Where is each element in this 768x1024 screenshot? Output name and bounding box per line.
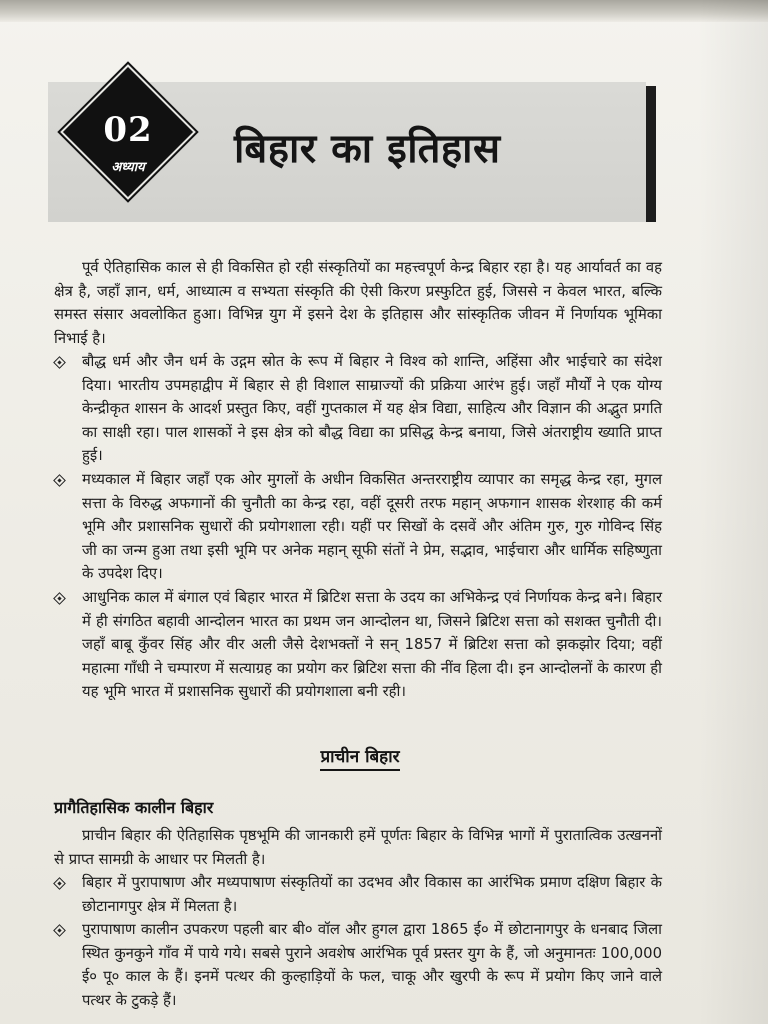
list-item [54,918,662,1012]
diamond-bullet-icon [54,357,64,367]
chapter-header-edge-bar [646,86,656,222]
page-edge-shadow [698,0,768,1024]
chapter-number: 02 [103,110,153,150]
bullet-text: बौद्ध धर्म और जैन धर्म के उद्गम स्रोत के रूप में बिहार ने विश्व को शान्ति, अहिंसा और भाईचारे का संदेश दिया। भारतीय उपमहाद्वीप में बिहार से ही विशाल साम्राज्यों की प्रक्रिया आरंभ हुई। जहाँ मौर्यों ने एक योग्य केन्द्रीकृत शासन के आदर्श प्रस्तुत किए, वहीं गुप्तकाल में यह क्षेत्र विद्या, साहित्य और विज्ञान की अद्भुत प्रगति का साक्षी रहा। पाल शासकों ने इस क्षेत्र को बौद्ध विद्या का प्रसिद्ध केन्द्र बनाया, जिसे अंतराष्ट्रीय ख्याति प्राप्त हुई। [82,353,662,464]
intro-paragraph: पूर्व ऐतिहासिक काल से ही विकसित हो रही संस्कृतियों का महत्त्वपूर्ण केन्द्र बिहार रहा है। यह आर्यावर्त का वह क्षेत्र है, जहाँ ज्ञान, धर्म, आध्यात्म व सभ्यता संस्कृति की ऐसी किरण प्रस्फुटित हुई, जिससे न केवल भारत, बल्कि समस्त संसार अवलोकित हुआ। विभिन्न युग में इसने देश के इतिहास और सांस्कृतिक जीवन में निर्णायक भूमिका निभाई है। [54,259,662,347]
list-item [54,586,662,704]
subsection-title: प्रागैतिहासिक कालीन बिहार [54,798,214,817]
subsection-intro: प्राचीन बिहार की ऐतिहासिक पृष्ठभूमि की जानकारी हमें पूर्णतः बिहार के विभिन्न भागों में पुरातात्विक उत्खननों से प्राप्त सामग्री के आधार पर मिलती है। [54,827,662,868]
list-item [54,468,662,586]
bullet-text: मध्यकाल में बिहार जहाँ एक ओर मुगलों के अधीन विकसित अन्तरराष्ट्रीय व्यापार का समृद्ध केन्द्र रहा, मुगल सत्ता के विरुद्ध अफगानों की चुनौती का केन्द्र रहा, वहीं दूसरी तरफ महान् अफगान शासक शेरशाह की कर्म भूमि और प्रशासनिक सुधारों की प्रयोगशाला रही। यहीं पर सिखों के दसवें और अंतिम गुरु, गुरु गोविन्द सिंह जी का जन्म हुआ तथा इसी भूमि पर अनेक महान् सूफी संतों ने प्रेम, सद्भाव, भाईचारा और धार्मिक सहिष्णुता के उपदेश दिए। [82,471,662,582]
list-item [54,350,662,468]
chapter-title: बिहार का इतिहास [234,126,501,172]
diamond-bullet-icon [54,925,64,935]
diamond-bullet-icon [54,475,64,485]
page-top-shadow [0,0,768,22]
section-title-text: प्राचीन बिहार [320,747,399,771]
diamond-bullet-icon [54,593,64,603]
chapter-label: अध्याय [111,160,145,175]
bullet-text: बिहार में पुरापाषाण और मध्यपाषाण संस्कृतियों का उदभव और विकास का आरंभिक प्रमाण दक्षिण बिहार के छोटानागपुर क्षेत्र में मिलता है। [82,874,662,915]
bullet-text: पुरापाषाण कालीन उपकरण पहली बार बी० वॉल और हुगल द्वारा 1865 ई० में छोटानागपुर के धनबाद जिला स्थित कुनकुने गाँव में पाये गये। सबसे पुराने अवशेष आरंभिक पूर्व प्रस्तर युग के हैं, जो अनुमानतः 100,000 ई० पू० काल के हैं। इनमें पत्थर की कुल्हाड़ियों के फल, चाकू और खुरपी के रूप में प्रयोग किए जाने वाले पत्थर के टुकड़े हैं। [82,921,662,1009]
section-title [0,744,720,767]
diamond-bullet-icon [54,878,64,888]
list-item [54,871,662,918]
bullet-text: आधुनिक काल में बंगाल एवं बिहार भारत में ब्रिटिश सत्ता के उदय का अभिकेन्द्र एवं निर्णायक केन्द्र बने। बिहार में ही संगठित बहावी आन्दोलन भारत का प्रथम जन आन्दोलन था, जिसने ब्रिटिश सत्ता को सशक्त चुनौती दी। जहाँ बाबू कुँवर सिंह और वीर अली जैसे देशभक्तों ने सन् 1857 में ब्रिटिश सत्ता को झकझोर दिया; वहीं महात्मा गाँधी ने चम्पारण में सत्याग्रह का प्रयोग कर ब्रिटिश सत्ता की नींव हिला दी। इन आन्दोलनों के कारण ही यह भूमि भारत में प्रशासनिक सुधारों की प्रयोगशाला बनी रही। [82,589,662,700]
